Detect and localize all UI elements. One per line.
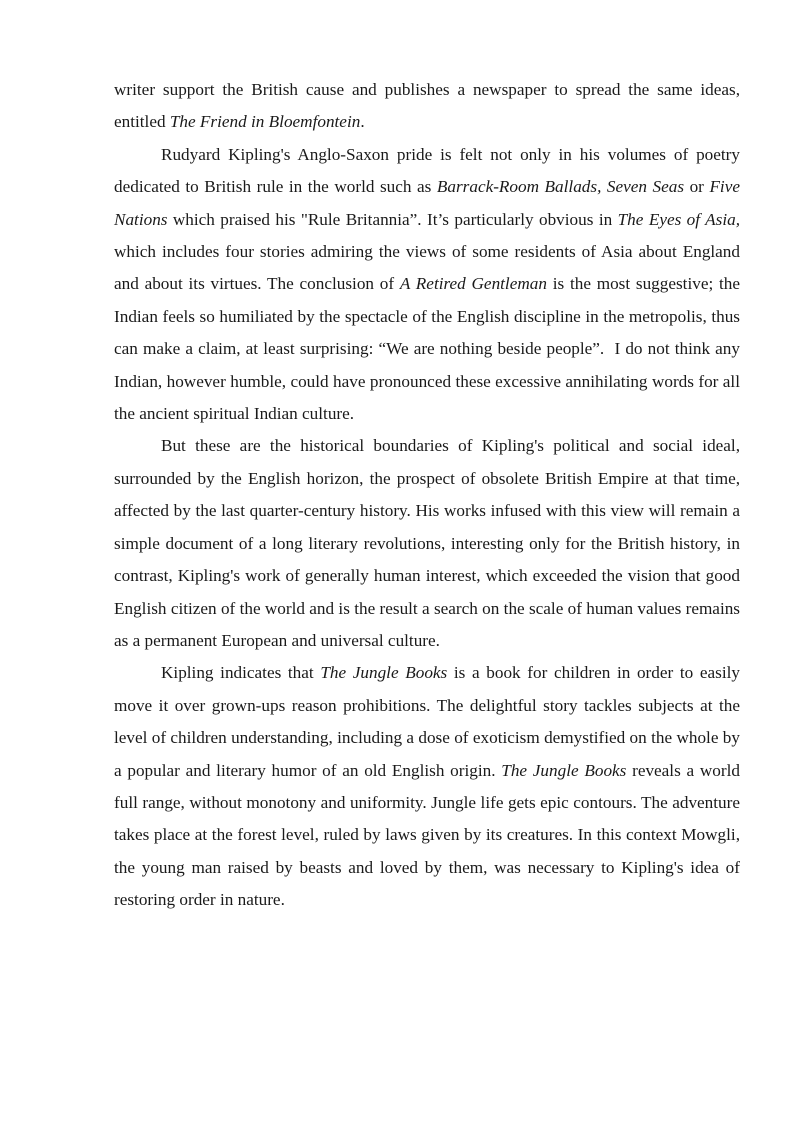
text-run: .: [360, 112, 365, 132]
text-run: is a book for children in order to easily move it over grown-ups reason prohibitions. The delightful story tackles subjects at the level of children understanding, including a dose of exoticism demystified on the whole by a popular and literary humor of an old English origin.: [114, 663, 740, 780]
paragraph-jungle-books: [114, 657, 740, 916]
italic-title-run: The Jungle Books: [501, 760, 627, 780]
paragraph-anglo-saxon-pride: [114, 139, 740, 431]
italic-title-run: The Jungle Books: [320, 663, 448, 683]
italic-title-run: A Retired Gentleman: [399, 274, 547, 294]
text-run: Rudyard Kipling's Anglo-Saxon pride is felt not only in his volumes of poetry dedicated to British rule in the world such as: [114, 144, 740, 197]
italic-title-run: The Friend in Bloemfontein: [169, 112, 361, 132]
paragraph-historical-boundaries: [114, 430, 740, 657]
document-page: [114, 74, 740, 917]
text-run: Kipling indicates that: [161, 663, 321, 683]
text-run: But these are the historical boundaries of Kipling's political and social ideal, surrounded by the English horizon, the prospect of obsolete British Empire at that time, affected by the last quarter-century history. His works infused with this view will remain a simple document of a long literary revolutions, interesting only for the British history, in contrast, Kipling's work of generally human interest, which exceeded the vision that good English citizen of the world and is the result a search on the scale of human values remains as a permanent European and universal culture.: [114, 436, 740, 650]
italic-title-run: Barrack-Room Ballads, Seven Seas: [436, 177, 685, 197]
text-run: or: [684, 177, 710, 197]
italic-title-run: The Eyes of Asia,: [617, 209, 740, 229]
text-run: is the most suggestive; the Indian feels so humiliated by the spectacle of the English discipline in the metropolis, thus can make a claim, at least surprising: “We are nothing beside people”. I do not think any Indian, however humble, could have pronounced these excessive annihilating words for all the ancient spiritual Indian culture.: [114, 274, 740, 424]
text-run: which includes four stories admiring the views of some residents of Asia about England and about its virtues. The conclusion of: [114, 242, 740, 294]
text-run: reveals a world full range, without monotony and uniformity. Jungle life gets epic contours. The adventure takes place at the forest level, ruled by laws given by its creatures. In this context Mowgli, the young man raised by beasts and loved by them, was necessary to Kipling's idea of restoring order in nature.: [114, 760, 740, 910]
text-run: which praised his "Rule Britannia”. It’s particularly obvious in: [167, 209, 618, 229]
paragraph-continuation: [114, 74, 740, 139]
italic-title-run: Five Nations: [114, 177, 740, 229]
text-run: writer support the British cause and publishes a newspaper to spread the same ideas, entitled: [114, 80, 740, 132]
